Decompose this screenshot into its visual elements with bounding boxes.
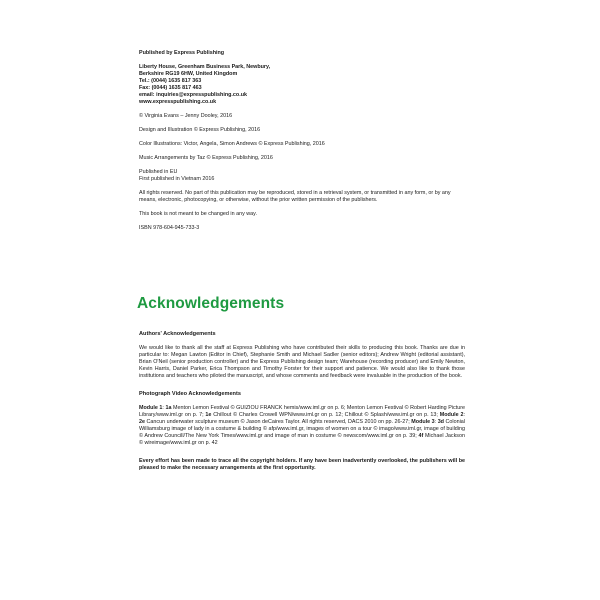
acknowledgements-body xyxy=(139,331,465,472)
module-2-label: Module 2 xyxy=(439,412,464,418)
address-line: Fax: (0044) 1635 817 463 xyxy=(139,85,202,91)
not-for-change-notice: This book is not meant to be changed in any way. xyxy=(139,211,257,217)
authors-copyright: © Virginia Evans – Jenny Dooley, 2016 xyxy=(139,113,233,119)
unit-1a-credits: Menton Lemon Festival © GUIZIOU FRANCK hemis/www.iml.gr on p. 6; Menton Lemon Festival © Robert Harding Picture Library/www.iml.gr on p. 7; xyxy=(139,405,465,418)
authors-acknowledgements-heading: Authors' Acknowledgements xyxy=(139,331,216,337)
address-line: Liberty House, Greenham Business Park, Newbury, xyxy=(139,64,271,70)
unit-4f-credits: Michael Jackson © wireimage/www.iml.gr on p. 42 xyxy=(139,433,465,446)
unit-3d-credits: Colonial Williamsburg image of lady in a costume & building © afp/www.iml.gr, images of women on a tour © imago/www.iml.gr, image of building © Andrew Councill/The New York Times/www.iml.gr and image of man in costume © newscom/www.iml.gr on p. 39; xyxy=(139,419,465,439)
first-published: First published in Vietnam 2016 xyxy=(139,176,215,182)
photo-acknowledgements-heading: Photograph Video Acknowledgements xyxy=(139,391,241,397)
address-line: www.expresspublishing.co.uk xyxy=(139,99,217,105)
copyright-holders-note: Every effort has been made to trace all the copyright holders. If any have been inadvertently overlooked, the publishers will be pleased to make the necessary arrangements at the first opportunity. xyxy=(139,458,465,471)
address-line: Tel.: (0044) 1635 817 363 xyxy=(139,78,202,84)
isbn: ISBN 978-604-945-733-3 xyxy=(139,225,200,231)
photo-acknowledgements-text: Module 1: 1a Menton Lemon Festival © GUIZIOU FRANCK hemis/www.iml.gr on p. 6; Menton Lemon Festival © Robert Harding Picture Library/www.iml.gr on p. 7; 1e Chillout © Charles Crowell WPN/www.iml.gr on p. 12; Chillout © Splash/www.iml.gr on p. 13; Module 2: 2e Cancun underwater sculpture museum © Jason deCaires Taylor. All rights reserved, DACS 2010 on pp. 26-27; Module 3: 3d Colonial Williamsburg image of lady in a costume & building © afp/www.iml.gr, images of women on a tour © imago/www.iml.gr, image of building © Andrew Councill/The New York Times/www.iml.gr and image of man in costume © newscom/www.iml.gr on p. 39; 4f Michael Jackson © wireimage/www.iml.gr on p. 42 xyxy=(139,405,465,446)
unit-1e-credits: Chillout © Charles Crowell WPN/www.iml.gr on p. 12; Chillout © Splash/www.iml.gr on p. 13; xyxy=(211,412,440,418)
copyright-block xyxy=(139,50,469,232)
unit-3d-label: 3d xyxy=(437,419,444,425)
published-in: Published in EU xyxy=(139,169,178,175)
rights-notice: All rights reserved. No part of this publication may be reproduced, stored in a retrieval system, or transmitted in any form, or by any means, electronic, photocopying, or otherwise, without the prior written permission of the publishers. xyxy=(139,190,451,203)
music-arrangements-credit: Music Arrangements by Taz © Express Publishing, 2016 xyxy=(139,155,273,161)
unit-2e-credits: Cancun underwater sculpture museum © Jason deCaires Taylor. All rights reserved, DACS 2010 on pp. 26-27; xyxy=(145,419,412,425)
unit-1e-label: 1e xyxy=(205,412,212,418)
unit-1a-label: 1a xyxy=(165,405,172,411)
unit-4f-label: 4f xyxy=(418,433,424,439)
design-credit: Design and Illustration © Express Publishing, 2016 xyxy=(139,127,261,133)
authors-acknowledgements-text: We would like to thank all the staff at Express Publishing who have contributed their skills to producing this book. Thanks are due in particular to: Megan Lawton (Editor in Chief), Stephanie Smith and Michael Sadler (senior editors); Andrew Wright (editorial assistant), Brian O'Neil (senior production controller) and the Express Publishing design team; Warehouse (recording producer) and Emily Newton, Kevin Harris, Daniel Parker, Erica Thompson and Timothy Forster for their support and patience. We would also like to thank those institutions and teachers who piloted the manuscript, and whose comments and feedback were invaluable in the production of the book. xyxy=(139,345,465,379)
unit-2e-label: 2e xyxy=(139,419,145,425)
module-3-label: Module 3 xyxy=(411,419,435,425)
module-1-label: Module 1 xyxy=(139,405,163,411)
color-illustrations-credit: Color Illustrations: Victor, Angela, Simon Andrews © Express Publishing, 2016 xyxy=(139,141,325,147)
acknowledgements-title: Acknowledgements xyxy=(137,295,285,312)
address-line: email: inquiries@expresspublishing.co.uk xyxy=(139,92,248,98)
publisher-heading: Published by Express Publishing xyxy=(139,50,225,56)
address-line: Berkshire RG19 6HW, United Kingdom xyxy=(139,71,238,77)
